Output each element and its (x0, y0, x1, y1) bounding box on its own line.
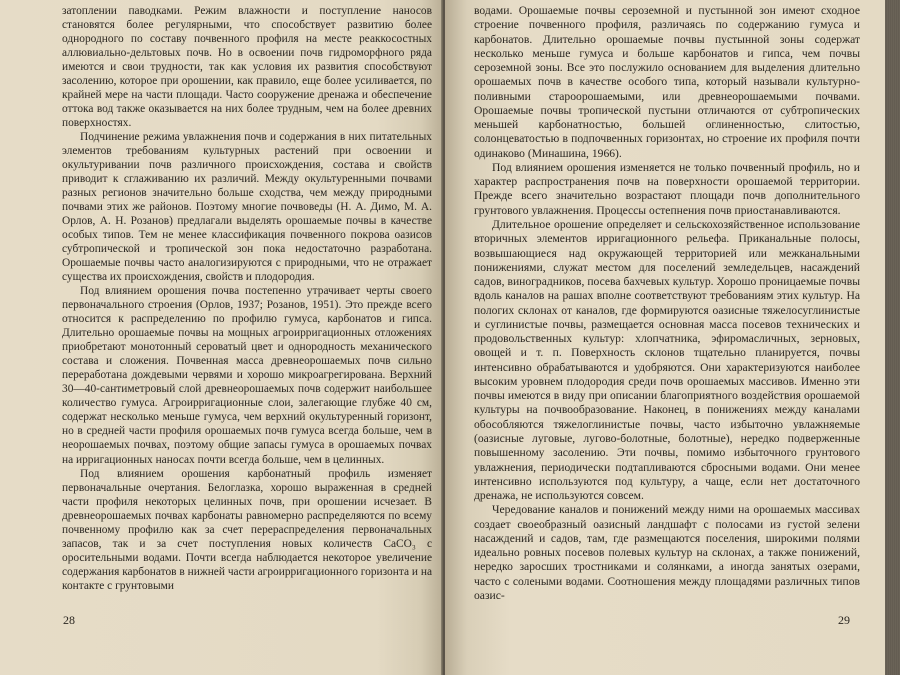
paragraph: водами. Орошаемые почвы сероземной и пустынной зон имеют сходное строение почвенного профиля, различаясь по содержанию гумуса и карбонатов. Длительно орошаемые почвы пустынной зоны содержат несколько меньше гумуса и больше карбонатов и гипса, чем почвы сероземной зоны. Все это послужило основанием для выделения длительно орошаемых почв в качестве особого типа, который называли культурно-поливными староорошаемыми, или древнеорошаемыми почвами. Орошаемые почвы тропической пустыни отличаются от субтропических меньшей карбонатностью, большей оглиненностью, слитостью, солонцеватостью в подпочвенных горизонтах, но строение их профиля почти одинаково (Минашина, 1966). (474, 4, 860, 160)
page-number: 28 (63, 613, 75, 627)
paragraph: Под влиянием орошения изменяется не только почвенный профиль, но и характер распространения почв на поверхности орошаемой территории. Прежде всего значительно возрастают площади почв дополнительного грунтового увлажнения. Процессы остепнения почв приостанавливаются. (474, 160, 860, 217)
paragraph: Под влиянием орошения карбонатный профиль изменяет первоначальные очертания. Белоглазка, хорошо выраженная в средней части профиля некоторых целинных почв, при орошении исчезает. В древнеорошаемых почвах карбонаты равномерно распределяются по всему почвенному профилю как за счет перераспределения первоначальных запасов, так и за счет поступления новых количеств CaCO₃ с оросительными водами. Почти всегда наблюдается некоторое увеличение содержания карбонатов в нижней части агроирригационного горизонта и на контакте с грунтовыми (62, 467, 432, 592)
paragraph: Под влиянием орошения почва постепенно утрачивает черты своего первоначального строения (Орлов, 1937; Розанов, 1951). Это прежде всего относится к распределению по профилю гумуса, карбонатов и гипса. Длительно орошаемые почвы на мощных агроирригационных отложениях приобретают монотонный сероватый цвет и однородность механического состава и сложения. Почвенная масса древнеорошаемых почв сильно переработана дождевыми червями и хорошо микроагрегирована. Верхний 30—40-сантиметровый слой древнеорошаемых почв содержит наибольшее количество гумуса. Агроирригационные слои, залегающие глубже 40 см, содержат несколько меньше гумуса, чем верхний окультуренный горизонт, но в средней части профиля орошаемых почв гумуса всегда больше, чем в неорошаемых почвах, поэтому общие запасы гумуса в орошаемых почвах на ирригационных наносах почти всегда больше, чем в целинных. (62, 285, 432, 466)
right-page (445, 0, 885, 675)
paragraph: затоплении паводками. Режим влажности и поступление наносов становятся более регулярными, что способствует развитию более однородного по составу почвенного профиля на месте реаккосостных аллювиально-дельтовых почв. Но в освоении почв гидроморфного ряда имеются и свои трудности, так как условия их развития способствуют засолению, которое при орошении, как правило, еще более усиливается, по крайней мере на части площади. Часто сооружение дренажа и обеспечение оттока вод также оказывается на них более трудным, чем на более древних поверхностях. (62, 5, 432, 130)
paragraph: Чередование каналов и понижений между ними на орошаемых массивах создает своеобразный оазисный ландшафт с полосами из густой зелени насаждений и садов, там, где размещаются поселения, широкими полями идеально ровных посевов полевых культур на склонах, а также понижений, нередко заросших тростниками и солянками, а иногда занятых озерами, часто с солеными водами. Соотношения между площадями различных типов оазис- (474, 503, 860, 602)
right-page-text (474, 4, 860, 603)
page-number: 29 (838, 613, 850, 627)
left-page (0, 0, 443, 675)
page-edges (885, 0, 900, 675)
paragraph: Подчинение режима увлажнения почв и содержания в них питательных элементов требованиям культурных растений при освоении и окультуривании почв различного происхождения, состава и свойств приводит к сглаживанию их различий. Между окультуренными почвами разных регионов значительно больше сходства, чем между природными почвами этих же районов. Поэтому многие почвоведы (Н. А. Димо, М. А. Орлов, А. Н. Розанов) предлагали выделять орошаемые почвы в качестве особых типов. Тем не менее классификация почвенного покрова оазисов субтропической и тропической зон пока недостаточно разработана. Орошаемые почвы часто аналогизируются с природными, что не отражает существа их происхождения, свойств и плодородия. (62, 131, 432, 284)
paragraph: Длительное орошение определяет и сельскохозяйственное использование вторичных элементов ирригационного рельефа. Приканальные полосы, возвышающиеся над окружающей территорией или межканальными понижениями, служат местом для поселений земледельцев, насаждений садов, виноградников, посева бахчевых культур. Хорошо проницаемые почвы вдоль каналов на рашах вполне соответствуют требованиям этих культур. На пологих склонах от каналов, где формируются оазисные тяжелосуглинистые и суглинистые почвы, размещается основная масса посевов технических и продовольственных культур: хлопчатника, эфиромасличных, зерновых, овощей и т. п. Поверхность склонов тщательно планируется, почвы интенсивно обрабатываются и удобряются. Они характеризуются наиболее высоким уровнем плодородия среди почв орошаемых массивов. Именно эти почвы имеются в виду при описании благоприятного воздействия орошаемой культуры на почвообразование. Наконец, в понижениях между каналами обособляются тяжелоглинистые почвы, часто избыточно увлажняемые (оазисные луговые, лугово-болотные, болотные), нередко подверженные повышенному засолению. Эти почвы, помимо избыточного грунтового увлажнения, периодически подтапливаются сбросными водами. Они менее интенсивно используются под культуру, а чаще, если нет достаточного дренажа, не используются совсем. (474, 217, 860, 503)
left-page-text (62, 4, 432, 593)
